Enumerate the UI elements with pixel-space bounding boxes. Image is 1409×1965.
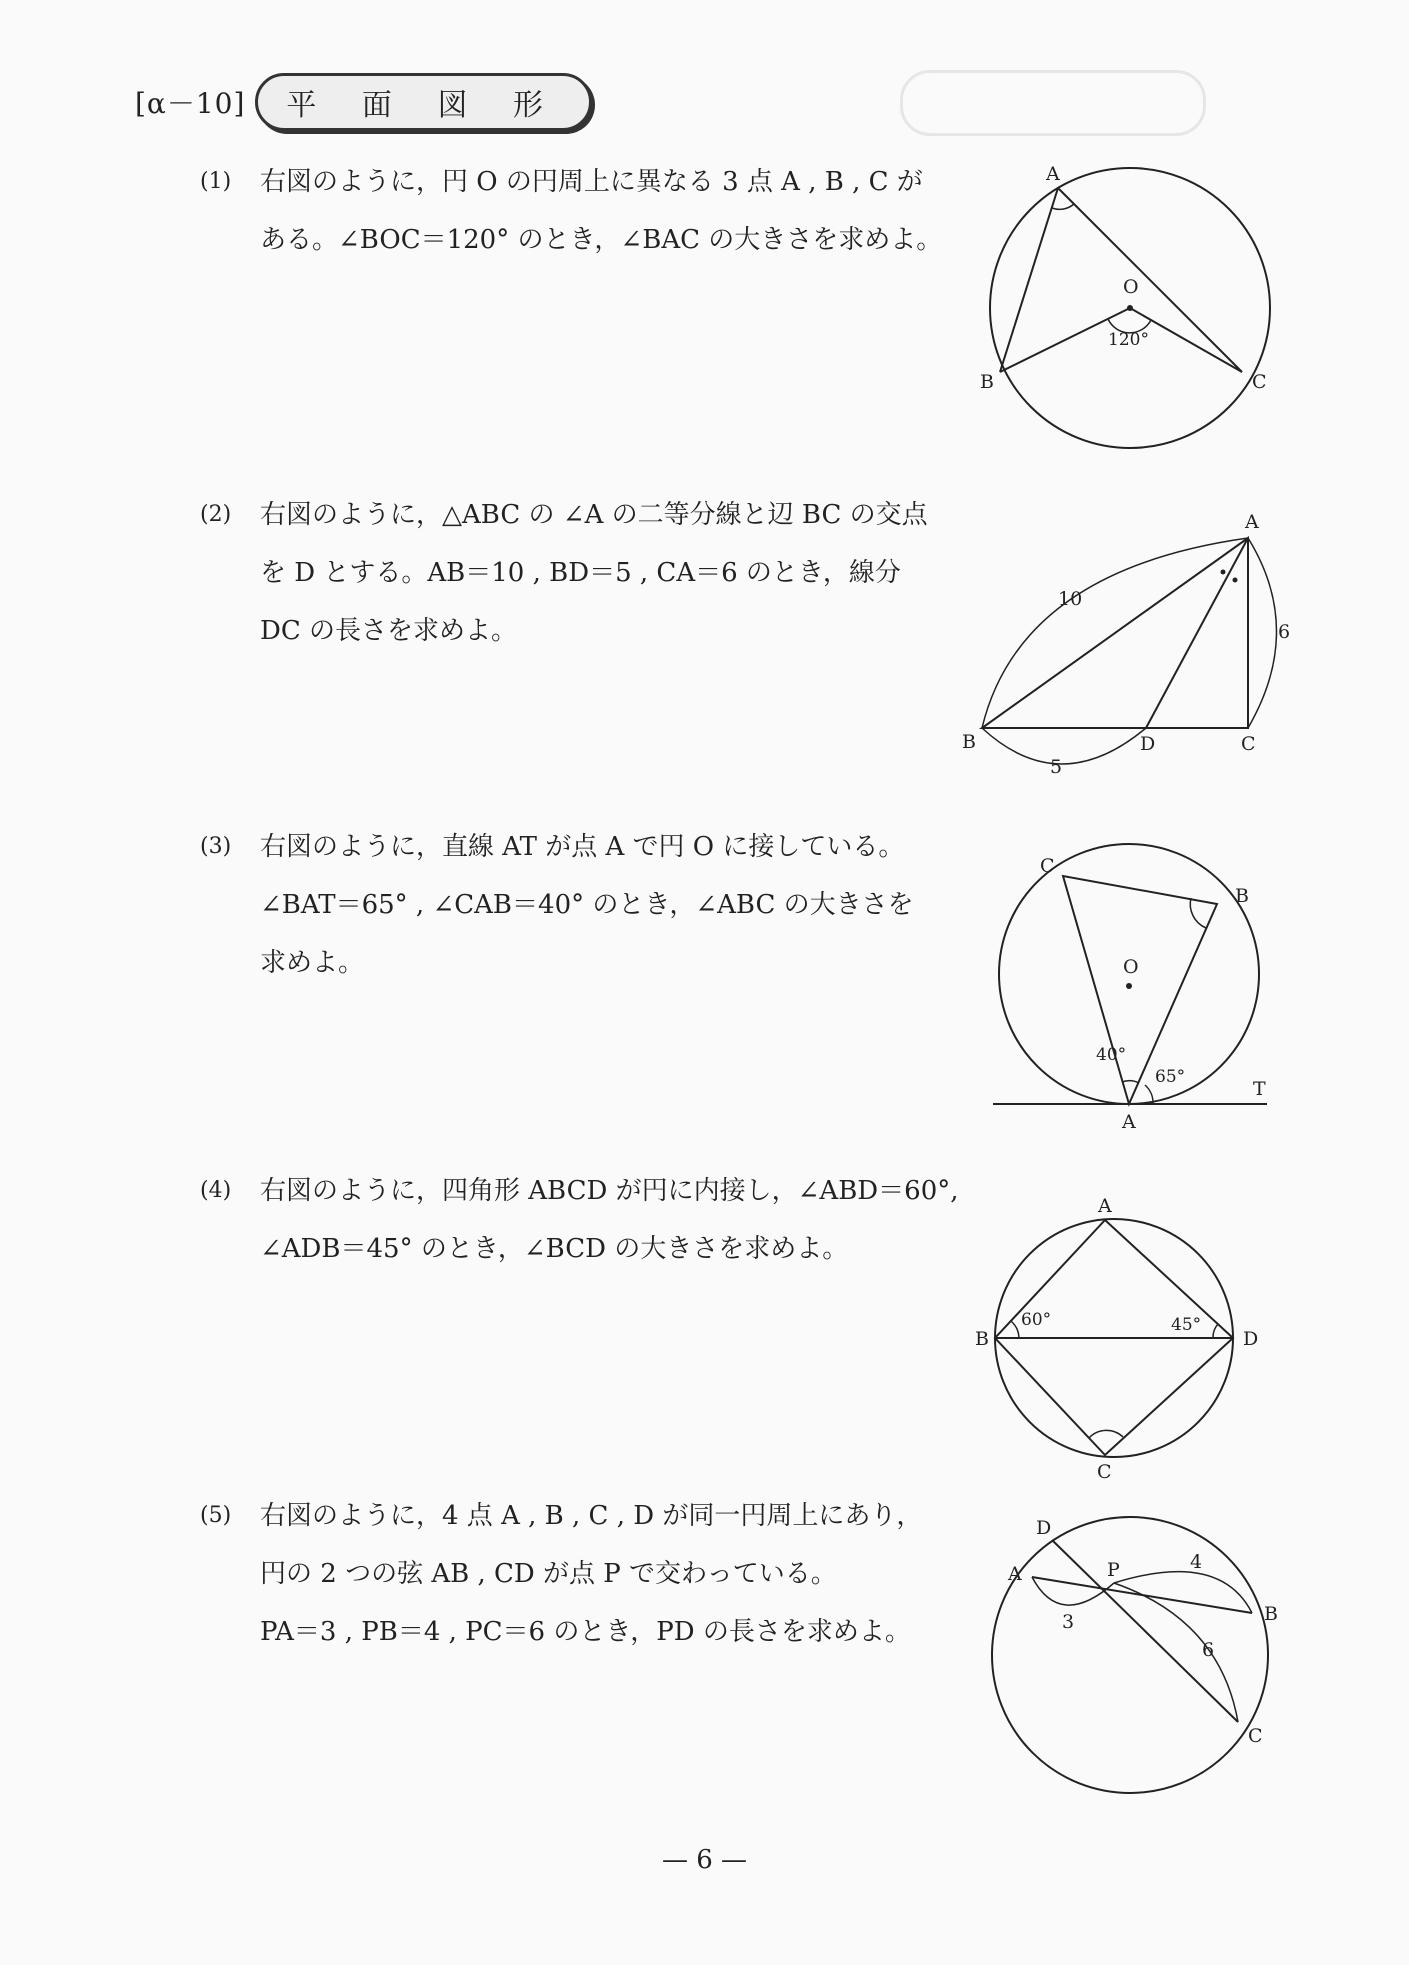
angle-arc-adb [1213,1324,1218,1338]
label-a: A [1008,1563,1022,1585]
angle-label-abd: 60° [1021,1310,1052,1330]
label-b: B [1264,1603,1278,1625]
angle-arc-bcd [1089,1430,1123,1438]
problem-number: (4) [200,1178,232,1203]
length-pc: 6 [1202,1639,1215,1661]
problem-line: を D とする。AB＝10 , BD＝5 , CA＝6 のとき，線分 [260,558,901,588]
problem-text [260,1162,980,1278]
arc-pc [1114,1583,1238,1722]
label-t: T [1253,1078,1266,1100]
label-a: A [1098,1195,1112,1217]
problem-line: 右図のように，4 点 A , B , C , D が同一円周上にあり， [260,1501,923,1531]
triangle-abc [982,538,1248,728]
problem-text [260,1487,980,1661]
arc-pa [1032,1577,1114,1605]
chord-ac [1058,188,1242,372]
label-d: D [1036,1517,1052,1539]
problem-line: 右図のように，円 O の円周上に異なる 3 点 A , B , C が [260,167,923,197]
section-title: 平 面 図 形 [255,73,592,131]
label-c: C [1040,855,1055,877]
length-ab: 10 [1058,588,1083,610]
label-c: C [1241,733,1256,755]
angle-mark [1233,578,1238,583]
angle-arc-cab [1122,1081,1139,1083]
problem-line: PA＝3 , PB＝4 , PC＝6 のとき，PD の長さを求めよ。 [260,1617,911,1647]
figure-4 [975,1175,1285,1483]
section-header [135,72,592,132]
label-c: C [1097,1461,1112,1483]
center-point [1127,305,1133,311]
label-o: O [1123,956,1139,978]
label-b: B [980,371,994,393]
angle-label: 120° [1108,330,1149,350]
problem-line: ∠ADB＝45° のとき，∠BCD の大きさを求めよ。 [260,1234,849,1264]
triangle-abc [1063,876,1217,1104]
problem-line: 右図のように，直線 AT が点 A で円 O に接している。 [260,832,905,862]
label-o: O [1123,276,1139,298]
label-c: C [1248,1725,1263,1747]
problem-text [260,818,980,992]
label-d: D [1140,733,1156,755]
angle-mark [1221,570,1226,575]
label-b: B [975,1328,989,1350]
problem-number: (3) [200,834,232,859]
length-pb: 4 [1190,1551,1203,1573]
angle-label-bat: 65° [1155,1067,1186,1087]
arc-bd [982,728,1146,764]
section-code: [α－10] [135,87,246,120]
chord-ab [1000,188,1058,372]
figure-3 [985,850,1285,1140]
problem-line: ∠BAT＝65° , ∠CAB＝40° のとき，∠ABC の大きさを [260,890,914,920]
length-ca: 6 [1278,621,1291,643]
length-bd: 5 [1050,756,1063,778]
label-d: D [1243,1328,1259,1350]
length-pa: 3 [1062,1611,1075,1633]
angle-arc-a [1052,204,1074,209]
faded-header-artifact [900,70,1206,136]
label-p: P [1107,1559,1120,1581]
arc-ca [1248,538,1277,728]
problem-line: 右図のように，△ABC の ∠A の二等分線と辺 BC の交点 [260,500,928,530]
arc-pb [1114,1572,1252,1613]
label-a: A [1122,1111,1136,1133]
problem-text [260,486,980,660]
label-b: B [962,731,976,753]
label-c: C [1252,371,1267,393]
problem-number: (2) [200,502,232,527]
problem-line: 右図のように，四角形 ABCD が円に内接し，∠ABD＝60°, [260,1176,959,1206]
label-b: B [1235,885,1249,907]
problem-number: (1) [200,169,232,194]
figure-2 [950,510,1291,790]
label-a: A [1046,163,1060,185]
figure-1 [960,160,1280,460]
problem-number: (5) [200,1503,232,1528]
problem-line: DC の長さを求めよ。 [260,616,518,646]
figure-5 [990,1510,1290,1810]
angle-label-adb: 45° [1171,1315,1202,1335]
label-a: A [1245,511,1259,533]
bisector-ad [1146,538,1248,728]
problem-line: 円の 2 つの弦 AB , CD が点 P で交わっている。 [260,1559,837,1589]
angle-label-cab: 40° [1096,1045,1127,1065]
problem-text [260,153,980,269]
angle-arc-abd [1011,1321,1019,1338]
problem-line: 求めよ。 [260,948,365,978]
problem-line: ある。∠BOC＝120° のとき，∠BAC の大きさを求めよ。 [260,225,943,255]
page-number: — 6 — [661,1845,748,1875]
chord-cd [1052,1540,1238,1722]
center-point [1126,983,1132,989]
circle [992,1517,1268,1793]
